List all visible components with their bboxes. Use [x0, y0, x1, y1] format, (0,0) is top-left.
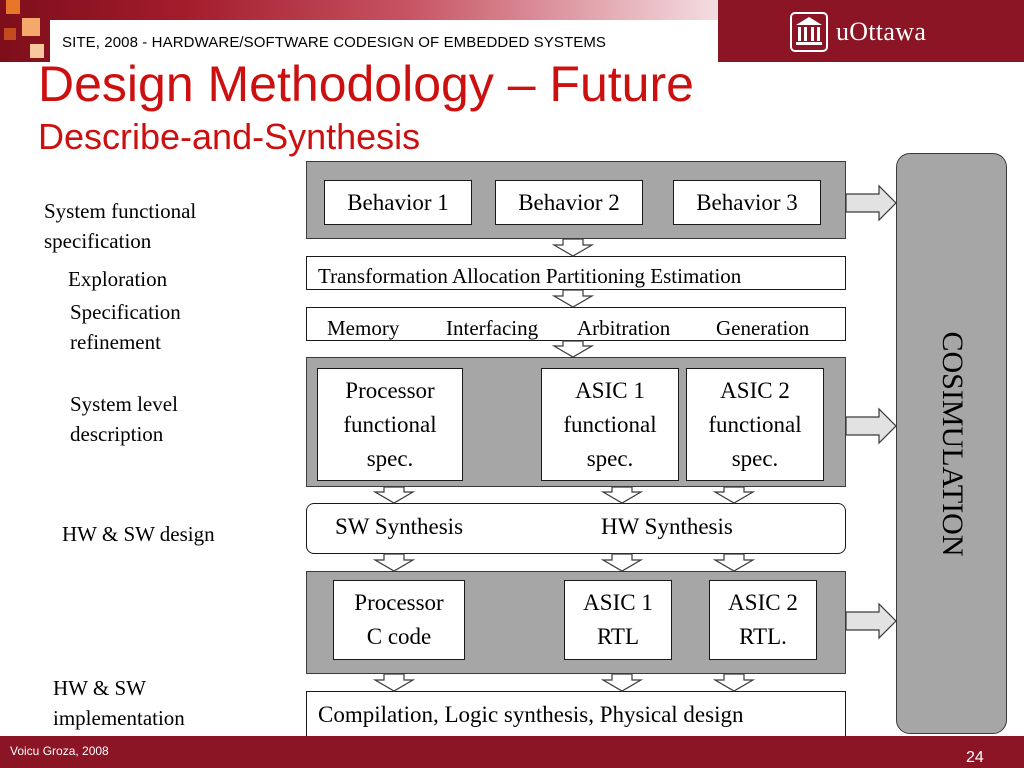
page-number: 24 [966, 749, 984, 766]
down-arrow [554, 290, 592, 307]
exploration-text: Transformation Allocation Partitioning Estimation [318, 264, 742, 288]
down-arrow [375, 674, 413, 691]
refinement-arbitration: Arbitration [577, 316, 671, 340]
right-arrow [846, 604, 896, 638]
right-arrow [846, 409, 896, 443]
down-arrow [375, 554, 413, 571]
hw-synthesis-text: HW Synthesis [601, 514, 733, 539]
label-exploration: Exploration [68, 267, 168, 291]
down-arrow [715, 487, 753, 503]
label-hw-sw-implementation: HW & SW implementation [53, 676, 185, 730]
down-arrow [554, 239, 592, 256]
right-arrow [846, 186, 896, 220]
behavior-box: Behavior 3 [673, 180, 821, 225]
footer-bar [0, 736, 1024, 768]
label-system-functional-spec: System functional specification [44, 199, 197, 253]
course-title: SITE, 2008 - HARDWARE/SOFTWARE CODESIGN OF EMBEDDED SYSTEMS [62, 34, 607, 51]
sw-synthesis-text: SW Synthesis [335, 514, 464, 539]
implementation-text: Compilation, Logic synthesis, Physical design [318, 702, 744, 727]
footer-author: Voicu Groza, 2008 [10, 744, 109, 758]
refinement-memory: Memory [327, 316, 400, 340]
down-arrow [603, 674, 641, 691]
rtl-box: Processor C code [333, 580, 465, 660]
down-arrow [603, 554, 641, 571]
logo-text: uOttawa [836, 17, 927, 46]
slide-subtitle: Describe-and-Synthesis [38, 116, 421, 157]
refinement-interfacing: Interfacing [446, 316, 539, 340]
refinement-generation: Generation [716, 316, 810, 340]
label-specification-refinement: Specification refinement [70, 300, 181, 354]
functional-spec-box: ASIC 2 functional spec. [686, 368, 824, 481]
label-hw-sw-design: HW & SW design [62, 522, 215, 546]
down-arrow [554, 341, 592, 357]
behavior-box: Behavior 2 [495, 180, 643, 225]
behavior-box: Behavior 1 [324, 180, 472, 225]
rtl-box: ASIC 1 RTL [564, 580, 672, 660]
down-arrow [375, 487, 413, 503]
cosimulation-label: COSIMULATION [936, 331, 969, 557]
rtl-box: ASIC 2 RTL. [709, 580, 817, 660]
functional-spec-box: ASIC 1 functional spec. [541, 368, 679, 481]
down-arrow [603, 487, 641, 503]
functional-spec-box: Processor functional spec. [317, 368, 463, 481]
label-system-level-description: System level description [70, 392, 178, 446]
down-arrow [715, 674, 753, 691]
down-arrow [715, 554, 753, 571]
slide-title: Design Methodology – Future [38, 56, 694, 112]
